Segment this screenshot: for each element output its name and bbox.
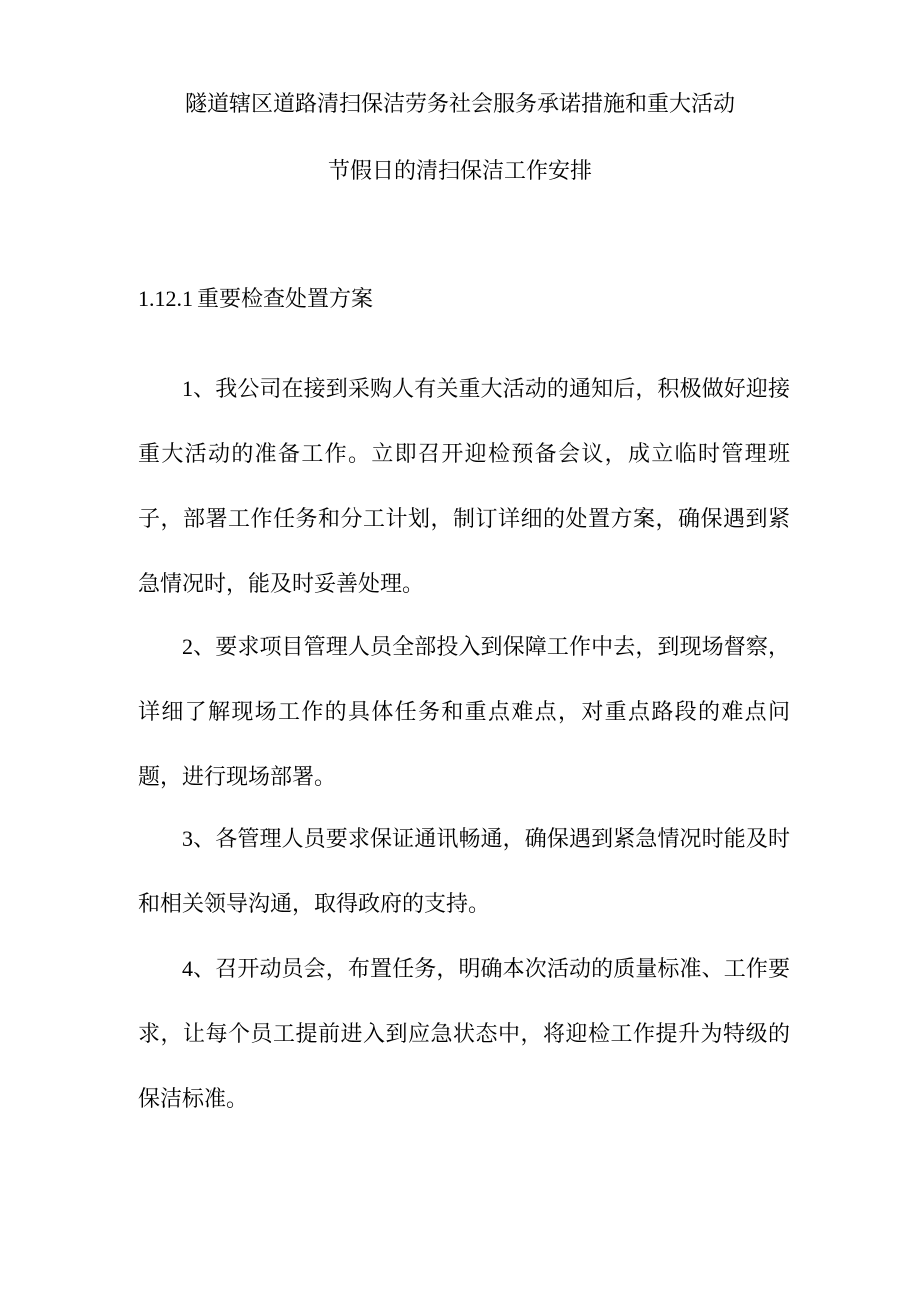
section-heading — [138, 284, 373, 315]
section-title: 重要检查处置方案 — [197, 287, 374, 312]
section-number: 1.12.1 — [138, 286, 193, 311]
document-title-line-1: 隧道辖区道路清扫保洁劳务社会服务承诺措施和重大活动 — [184, 92, 735, 117]
paragraph-number: 1 — [182, 376, 193, 401]
paragraph-text: 、我公司在接到采购人有关重大活动的通知后，积极做好迎接重大活动的准备工作。立即召开迎检预备会议，成立临时管理班子，部署工作任务和分工计划，制订详细的处置方案，确保遇到紧急情况时，能及时妥善处理。 — [138, 377, 790, 597]
paragraph-text: 、要求项目管理人员全部投入到保障工作中去，到现场督察，详细了解现场工作的具体任务和重点难点，对重点路段的难点问题，进行现场部署。 — [138, 635, 790, 790]
paragraph-number: 2 — [182, 634, 193, 659]
paragraph-text: 、召开动员会，布置任务，明确本次活动的质量标准、工作要求，让每个员工提前进入到应急状态中，将迎检工作提升为特级的保洁标准。 — [138, 957, 790, 1112]
paragraph-text: 、各管理人员要求保证通讯畅通，确保遇到紧急情况时能及时和相关领导沟通，取得政府的支持。 — [138, 827, 790, 917]
paragraph-1 — [138, 356, 790, 617]
paragraph-2 — [138, 614, 790, 810]
paragraph-number: 4 — [182, 956, 193, 981]
paragraph-4 — [138, 936, 790, 1132]
paragraph-number: 3 — [182, 826, 193, 851]
paragraph-3 — [138, 806, 790, 937]
document-title-line-2: 节假日的清扫保洁工作安排 — [327, 159, 592, 184]
